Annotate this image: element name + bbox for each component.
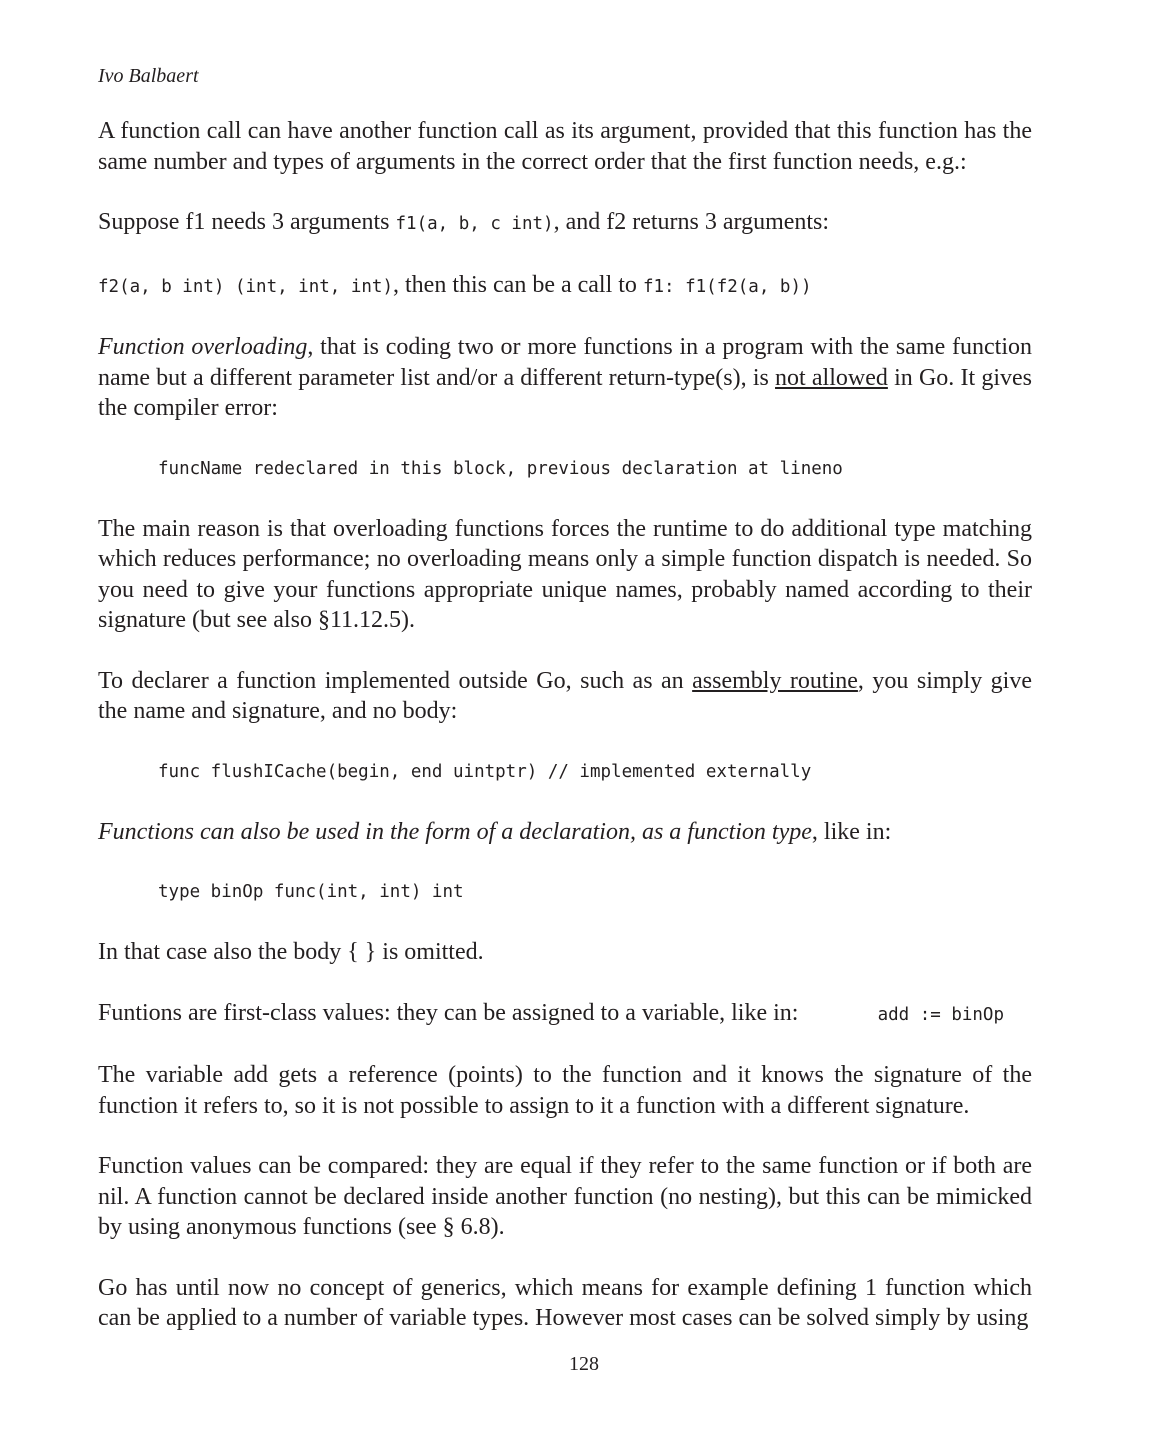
- text-segment: , then this can be a call to: [393, 271, 643, 298]
- code-block-binop: type binOp func(int, int) int: [158, 882, 464, 902]
- paragraph-body-omitted: In that case also the body { } is omitted.: [98, 939, 484, 965]
- text-segment: Funtions are first-class values: they can be assigned to a variable, like in:: [98, 999, 799, 1026]
- text-segment: , like in:: [811, 818, 892, 845]
- paragraph-external-function: [98, 666, 1032, 727]
- text-segment: in Go. It gives the compiler error:: [98, 364, 1032, 421]
- paragraph-generics: Go has until now no concept of generics, which means for example defining 1 function which can be applied to a number of variable types. However most cases can be solved simply by using: [98, 1274, 1032, 1331]
- inline-code-f1: f1(a, b, c int): [395, 214, 554, 234]
- paragraph-f2-call: [98, 270, 1032, 303]
- inline-code-add: add := binOp: [877, 1004, 1004, 1025]
- page-body: [98, 116, 1032, 1364]
- text-segment: Suppose f1 needs 3 arguments: [98, 209, 396, 235]
- paragraph-variable-add: The variable add gets a reference (points) to the function and it knows the signature of the function it refers to, so it is not possible to assign to it a function with a different signature.: [98, 1062, 1032, 1119]
- paragraph-overloading: [98, 332, 1032, 424]
- text-segment: , you simply give the name and signature, and no body:: [98, 667, 1032, 724]
- code-block-flush-icache: func flushICache(begin, end uintptr) // implemented externally: [158, 761, 812, 782]
- paragraph-suppose: [98, 207, 1032, 240]
- underlined-term: not allowed: [775, 364, 888, 391]
- paragraph-nested-call: A function call can have another function call as its argument, provided that this function has the same number and types of arguments in the correct order that the first function needs, e.g.:: [98, 118, 1032, 175]
- underlined-term: assembly routine: [692, 667, 858, 694]
- paragraph-main-reason: The main reason is that overloading functions forces the runtime to do additional type matching which reduces performance; no overloading means only a simple function dispatch is needed. So you need to give your functions appropriate unique names, probably named according to their signature (but see also §11.12.5).: [98, 515, 1032, 633]
- text-segment: To declarer a function implemented outside Go, such as an: [98, 667, 693, 694]
- italic-term: Function overloading: [98, 334, 308, 360]
- paragraph-compare: Function values can be compared: they are equal if they refer to the same function or if both are nil. A function cannot be declared inside another function (no nesting), but this can be mimicked by using anonymous functions (see § 6.8).: [98, 1153, 1032, 1240]
- page-number: 128: [569, 1353, 599, 1375]
- code-block-compiler-error: funcName redeclared in this block, previous declaration at lineno: [158, 458, 843, 479]
- text-segment: , that is coding two or more functions in a program with the same function name but a different parameter list and/or a different return-type(s), is: [98, 334, 1032, 391]
- inline-code-f1-call: f1: f1(f2(a, b)): [642, 276, 812, 297]
- italic-term: Functions can also be used in the form of a declaration, as a function type: [98, 818, 812, 845]
- paragraph-first-class: [98, 998, 1032, 1031]
- inline-code-f2: f2(a, b int) (int, int, int): [98, 276, 394, 297]
- paragraph-function-type: [98, 817, 1032, 848]
- text-segment: , and f2 returns 3 arguments:: [553, 209, 830, 235]
- running-head-author: Ivo Balbaert: [98, 65, 199, 87]
